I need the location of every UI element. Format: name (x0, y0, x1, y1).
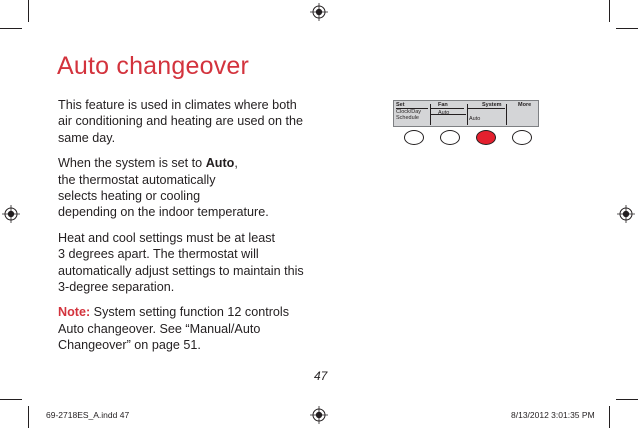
page-title: Auto changeover (57, 52, 250, 80)
registration-mark-left-icon (2, 205, 20, 223)
schedule-label: Schedule (396, 115, 419, 121)
clock-day-label: Clock/Day (396, 109, 422, 115)
paragraph-note (58, 304, 328, 353)
paragraph-separation (58, 230, 328, 296)
text-line: automatically adjust settings to maintain this (58, 263, 304, 278)
thermostat-button-2 (440, 130, 460, 145)
text-line: This feature is used in climates where both (58, 98, 297, 112)
thermostat-button-1 (404, 130, 424, 145)
text-line: air conditioning and heating are used on the (58, 114, 304, 129)
registration-mark-top-icon (310, 3, 328, 21)
slug-date-info: 8/13/2012 3:01:35 PM (511, 410, 595, 420)
text-line: same day. (58, 130, 116, 145)
thermostat-display (393, 100, 539, 127)
more-label: More (518, 102, 532, 108)
text-line: the thermostat automatically (58, 172, 216, 187)
text-line: Auto changeover. See “Manual/Auto (58, 321, 261, 336)
text-line: depending on the indoor temperature. (58, 205, 269, 220)
text-fragment: , (234, 156, 238, 171)
registration-mark-bottom-icon (310, 406, 328, 424)
crop-mark-top-left-h (0, 28, 22, 29)
text-line: Heat and cool settings must be at least (58, 230, 276, 245)
divider (396, 108, 428, 109)
text-line: 3-degree separation. (58, 280, 175, 295)
fan-value: Auto (438, 110, 450, 116)
thermostat-button-system (476, 130, 496, 145)
divider (431, 108, 464, 109)
text-line (58, 155, 328, 171)
system-label: System (482, 102, 502, 108)
slug-file-info: 69-2718ES_A.indd 47 (46, 410, 130, 420)
crop-mark-bottom-right-h (616, 399, 638, 400)
divider (506, 104, 507, 125)
body-text (58, 97, 328, 363)
set-label: Set (396, 102, 405, 108)
text-line (58, 304, 328, 320)
thermostat-button-4 (512, 130, 532, 145)
crop-mark-bottom-left-v (28, 406, 29, 428)
paragraph-intro (58, 97, 328, 146)
paragraph-system-auto (58, 155, 328, 221)
crop-mark-bottom-right-v (609, 406, 610, 428)
system-value: Auto (469, 116, 481, 122)
text-line: selects heating or cooling (58, 189, 201, 204)
text-fragment: When the system is set to (58, 156, 206, 171)
text-line: Changeover” on page 51. (58, 338, 201, 353)
registration-mark-right-icon (617, 205, 635, 223)
crop-mark-top-right-v (609, 0, 610, 22)
crop-mark-top-right-h (616, 28, 638, 29)
fan-label: Fan (438, 102, 448, 108)
divider (431, 114, 466, 115)
crop-mark-top-left-v (28, 0, 29, 22)
page-number: 47 (314, 369, 328, 383)
text-fragment: System setting function 12 controls (90, 305, 289, 320)
crop-mark-bottom-left-h (0, 399, 22, 400)
note-label: Note: (58, 305, 91, 320)
divider (468, 108, 505, 109)
auto-keyword: Auto (205, 156, 235, 171)
text-line: 3 degrees apart. The thermostat will (58, 247, 259, 262)
divider (467, 104, 468, 125)
